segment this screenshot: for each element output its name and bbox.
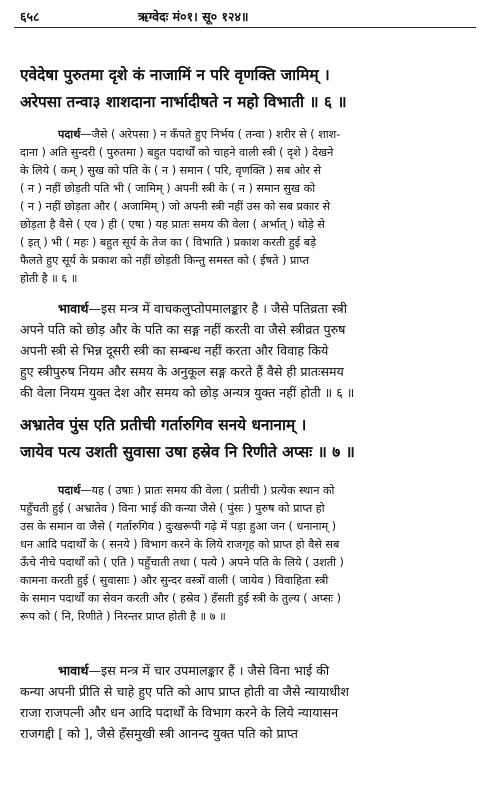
padartha-line: कामना करती हुई ( सुवासाः ) और सुन्दर वस्त्रों वाली ( जायेव ) विवाहिता स्त्री (20, 574, 329, 587)
padartha-line: पदार्थ—यह ( उषाः ) प्रातः समय की वेला ( प्रतीची ) प्रत्येक स्थान को (58, 484, 335, 497)
bhavartha-label: भावार्थ (58, 301, 89, 316)
padartha-6 (20, 126, 470, 288)
padartha-line: ( इत् ) भी ( महः ) बहुत सूर्य के तेज का ( विभाति ) प्रकाश करती हुई बड़े (20, 236, 317, 249)
padartha-line: धन आदि पदार्थों के ( सनये ) विभाग करने के लिये राजगृह को प्राप्त हो वैसे सब (20, 538, 340, 551)
page-header (20, 8, 470, 28)
padartha-line: रूप को ( नि, रिणीते ) निरन्तर प्राप्त होती है ॥ ७ ॥ (20, 610, 226, 623)
bhavartha-line: अपनी स्त्री से भिन्न दूसरी स्त्री का सम्बन्ध नहीं करता और विवाह किये (20, 343, 329, 358)
page-number: ६५८ (20, 9, 40, 24)
running-reference: ऋग्वेदः मं०१। सू० १२४॥ (138, 9, 249, 24)
mantra-line: अरेपसा तन्वा३ शाशदाना नार्भादीषते न महो विभाती ॥ ६ ॥ (20, 93, 347, 111)
padartha-line: ( न ) नहीं छोड़ती पति भी ( जामिम् ) अपनी स्त्री के ( न ) समान सुख को (20, 182, 316, 195)
mantra-line: अभ्रातेव पुंस एति प्रतीची गर्तारुगिव सनये धनानाम् । (20, 416, 307, 434)
mantra-7 (20, 412, 476, 466)
padartha-line: दाना ) अति सुन्दरी ( पुरुतमा ) बहुत पदार्थों को चाहने वाली स्त्री ( दृशे ) देखने (20, 146, 334, 159)
padartha-line: ( न ) नहीं छोड़ता और ( अजामिम् ) जो अपनी स्त्री नहीं उस को सब प्रकार से (20, 200, 331, 213)
padartha-7 (20, 482, 470, 626)
bhavartha-label: भावार्थ (58, 663, 89, 678)
mantra-line: जायेव पत्य उशती सुवासा उषा हस्रेव नि रिणीते अप्सः ॥ ७ ॥ (20, 443, 355, 461)
bhavartha-line: राजा राजपत्नी और धन आदि पदार्थों के विभाग करने के लिये न्यायासन (20, 705, 339, 720)
mantra-6 (20, 62, 476, 116)
padartha-line: पहुँचती हुई ( अभ्रातेव ) विना भाई की कन्या जैसे ( पुंसः ) पुरुष को प्राप्त हो (20, 502, 325, 515)
padartha-line: ऊँचे नीचे पदार्थों को ( एति ) पहुँचाती तथा ( पत्ये ) अपने पति के लिये ( उशती ) (20, 556, 344, 569)
padartha-line: पदार्थ—जैसे ( अरेपसा ) न कँपते हुए निर्भय ( तन्वा ) शरीर से ( शाश- (58, 128, 341, 141)
bhavartha-line: हुए स्त्रीपुरुष नियम और समय के अनुकूल सङ्ग करते हैं वैसे ही प्रातःसमय (20, 364, 344, 379)
bhavartha-line: कन्या अपनी प्रीति से चाहे हुए पति को आप प्राप्त होती वा जैसे न्यायाधीश (20, 684, 349, 699)
padartha-line: के समान पदार्थों का सेवन करती और ( हस्रेव ) हँसती हुई स्त्री के तुल्य ( अप्सः ) (20, 592, 341, 605)
bhavartha-7 (20, 660, 472, 744)
bhavartha-6 (20, 298, 472, 403)
padartha-line: के लिये ( कम् ) सुख को पति के ( न ) समान ( परि, वृणक्ति ) सब ओर से (20, 164, 322, 177)
padartha-line: उस के समान वा जैसे ( गर्तारुगिव ) दुःखरूपी गढ़े में पड़ा हुआ जन ( धनानाम् ) (20, 520, 337, 533)
bhavartha-line: अपने पति को छोड़ और के पति का सङ्ग नहीं करती वा जैसे स्त्रीव्रत पुरुष (20, 322, 346, 337)
padartha-label: पदार्थ (58, 484, 81, 497)
padartha-label: पदार्थ (58, 128, 81, 141)
header-rule (14, 27, 476, 28)
bhavartha-line: भावार्थ—इस मन्त्र में चार उपमालङ्कार हैं । जैसे विना भाई की (58, 663, 330, 678)
bhavartha-line: राजगद्दी [ को ], जैसे हँसमुखी स्त्री आनन्द युक्त पति को प्राप्त (20, 726, 298, 741)
padartha-line: होती है ॥ ६ ॥ (20, 272, 78, 285)
bhavartha-line: की वेला नियम युक्त देश और समय को छोड़ अन्यत्र युक्त नहीं होती ॥ ६ ॥ (20, 385, 355, 400)
mantra-line: एवेदेषा पुरुतमा दृशे कं नाजामिं न परि वृणक्ति जामिम् । (20, 66, 330, 84)
padartha-line: छोड़ता है वैसे ( एव ) ही ( एषा ) यह प्रातः समय की वेला ( अर्भात् ) थोड़े से (20, 218, 325, 231)
padartha-line: फैलते हुए सूर्य के प्रकाश को नहीं छोड़ती किन्तु समस्त को ( ईषते ) प्राप्त (20, 254, 310, 267)
bhavartha-line: भावार्थ—इस मन्त्र में वाचकलुप्तोपमालङ्कार है । जैसे पतिव्रता स्त्री (58, 301, 347, 316)
